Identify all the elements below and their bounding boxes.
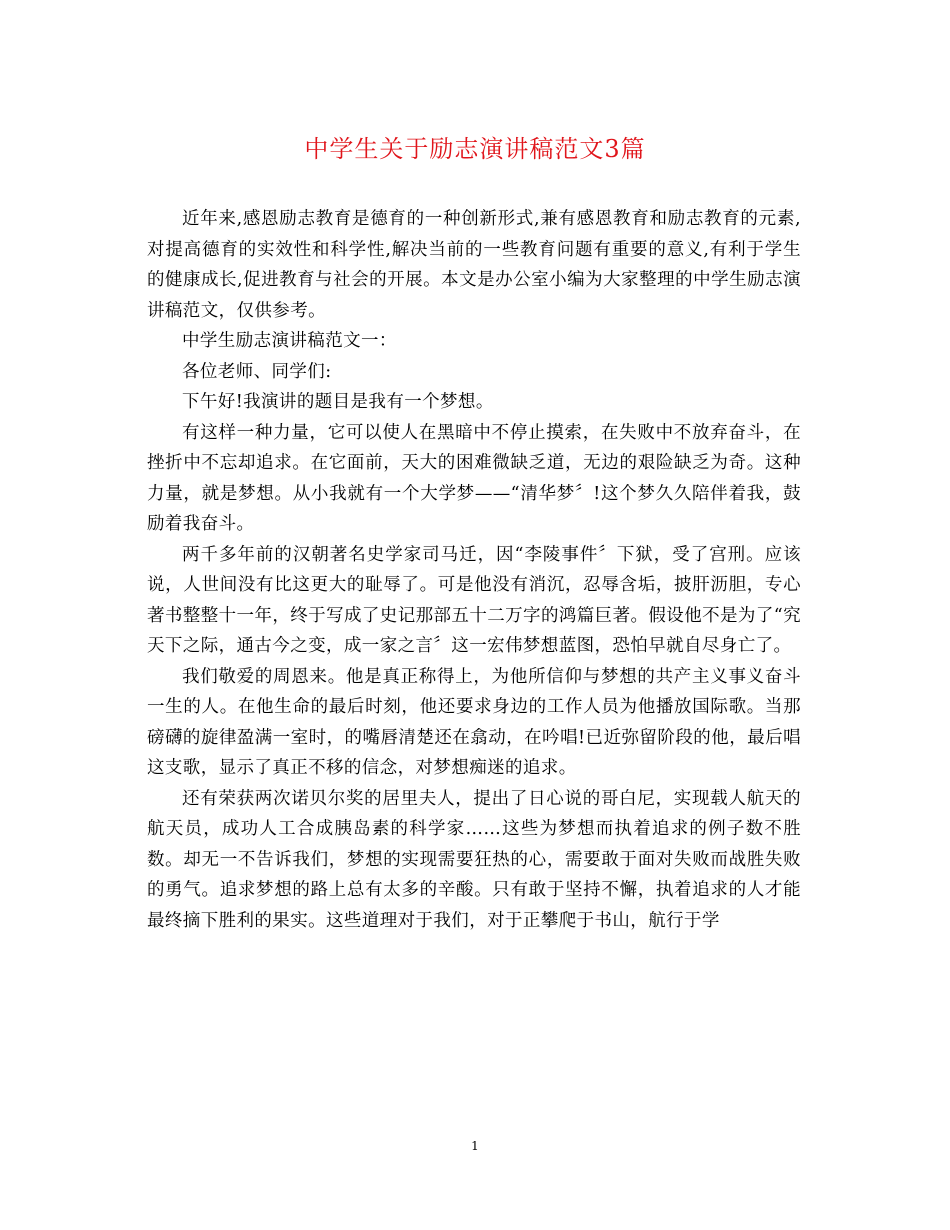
paragraph-zhou-enlai: 我们敬爱的周恩来。他是真正称得上，为他所信仰与梦想的共产主义事义奋斗一生的人。在他生命的最后时刻，他还要求身边的工作人员为他播放国际歌。当那磅礴的旋律盈满一室时，的嘴唇清楚还在翕动，在吟唱!已近弥留阶段的他，最后唱这支歌，显示了真正不移的信念，对梦想痴迷的追求。 [147,666,801,778]
paragraph-examples: 还有荣获两次诺贝尔奖的居里夫人，提出了日心说的哥白尼，实现载人航天的航天员，成功人工合成胰岛素的科学家……这些为梦想而执着追求的例子数不胜数。却无一不告诉我们，梦想的实现需要狂热的心，需要敢于面对失败而战胜失败的勇气。追求梦想的路上总有太多的辛酸。只有敢于坚持不懈，执着追求的人才能最终摘下胜利的果实。这些道理对于我们，对于正攀爬于书山，航行于学 [147,788,801,931]
document-body [147,204,801,936]
document-title: 中学生关于励志演讲稿范文3篇 [304,135,646,163]
page-number: 1 [471,1139,479,1153]
paragraph-intro: 近年来,感恩励志教育是德育的一种创新形式,兼有感恩教育和励志教育的元素,对提高德育的实效性和科学性,解决当前的一些教育问题有重要的意义,有利于学生的健康成长,促进教育与社会的开展。本文是办公室小编为大家整理的中学生励志演讲稿范文，仅供参考。 [147,209,801,321]
paragraph-sima-qian: 两千多年前的汉朝著名史学家司马迁，因“李陵事件〞下狱，受了宫刑。应该说，人世间没有比这更大的耻辱了。可是他没有消沉，忍辱含垢，披肝沥胆，专心著书整整十一年，终于写成了史记那部五十二万字的鸿篇巨著。假设他不是为了“究天下之际，通古今之变，成一家之言〞这一宏伟梦想蓝图，恐怕早就自尽身亡了。 [147,544,801,656]
paragraph-greeting: 下午好!我演讲的题目是我有一个梦想。 [182,392,494,412]
paragraph-section-heading: 中学生励志演讲稿范文一： [182,331,397,351]
paragraph-salutation: 各位老师、同学们: [182,361,332,382]
paragraph-dream-power: 有这样一种力量，它可以使人在黑暗中不停止摸索，在失败中不放弃奋斗，在挫折中不忘却追求。在它面前，天大的困难微缺乏道，无边的艰险缺乏为奇。这种力量，就是梦想。从小我就有一个大学梦——“清华梦〞!这个梦久久陪伴着我，鼓励着我奋斗。 [147,422,801,534]
